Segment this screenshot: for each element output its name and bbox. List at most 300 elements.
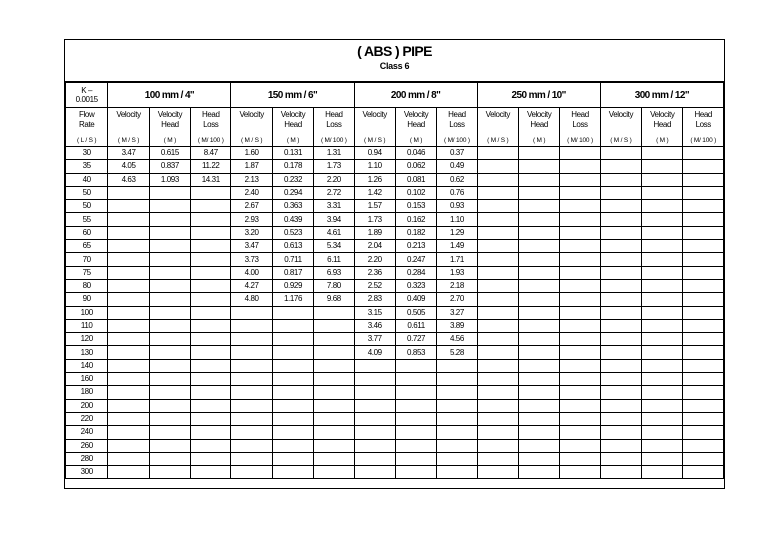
- value-cell: [314, 399, 354, 412]
- value-cell: [477, 426, 518, 439]
- value-cell: [600, 466, 641, 479]
- value-cell: [149, 333, 190, 346]
- value-cell: [191, 319, 231, 332]
- column-header: [560, 108, 600, 147]
- column-header-unit: ( M ): [163, 137, 177, 144]
- value-cell: [191, 386, 231, 399]
- value-cell: 2.72: [314, 186, 354, 199]
- flow-rate-cell: 65: [66, 240, 108, 253]
- value-cell: [314, 346, 354, 359]
- pipe-data-table: [65, 82, 724, 479]
- value-cell: [395, 359, 436, 372]
- value-cell: [600, 306, 641, 319]
- table-row: [66, 373, 724, 386]
- value-cell: [642, 147, 683, 160]
- flow-rate-cell: 200: [66, 399, 108, 412]
- value-cell: [314, 452, 354, 465]
- value-cell: [108, 200, 149, 213]
- value-cell: [149, 412, 190, 425]
- value-cell: [108, 333, 149, 346]
- value-cell: 0.615: [149, 147, 190, 160]
- value-cell: [272, 452, 313, 465]
- value-cell: [314, 359, 354, 372]
- value-cell: [560, 466, 600, 479]
- value-cell: [108, 399, 149, 412]
- table-row: [66, 147, 724, 160]
- column-header: [108, 108, 149, 147]
- value-cell: 0.613: [272, 240, 313, 253]
- value-cell: [354, 399, 395, 412]
- value-cell: [272, 306, 313, 319]
- value-cell: [191, 346, 231, 359]
- value-cell: [518, 200, 559, 213]
- column-header-label: Head Loss: [325, 110, 343, 129]
- value-cell: 1.176: [272, 293, 313, 306]
- value-cell: 0.37: [437, 147, 477, 160]
- column-header-unit: ( M/ 100 ): [444, 137, 470, 144]
- value-cell: [642, 186, 683, 199]
- value-cell: [518, 426, 559, 439]
- value-cell: 1.093: [149, 173, 190, 186]
- flow-rate-cell: 80: [66, 279, 108, 292]
- value-cell: [518, 319, 559, 332]
- value-cell: [477, 346, 518, 359]
- value-cell: [518, 226, 559, 239]
- column-header-label: Head Loss: [694, 110, 712, 129]
- value-cell: [600, 439, 641, 452]
- value-cell: 0.178: [272, 160, 313, 173]
- value-cell: [477, 293, 518, 306]
- value-cell: [149, 452, 190, 465]
- value-cell: [560, 240, 600, 253]
- value-cell: [231, 399, 272, 412]
- value-cell: [477, 213, 518, 226]
- flow-rate-cell: 50: [66, 200, 108, 213]
- value-cell: [518, 266, 559, 279]
- value-cell: [477, 466, 518, 479]
- value-cell: [477, 386, 518, 399]
- value-cell: 0.153: [395, 200, 436, 213]
- table-row: [66, 412, 724, 425]
- column-header-label: Velocity: [608, 110, 634, 119]
- flow-rate-header: [66, 108, 108, 147]
- value-cell: 2.20: [314, 173, 354, 186]
- value-cell: [477, 412, 518, 425]
- value-cell: [231, 306, 272, 319]
- value-cell: [477, 147, 518, 160]
- value-cell: [354, 412, 395, 425]
- value-cell: [149, 200, 190, 213]
- column-header-unit: ( M/ 100 ): [320, 137, 347, 144]
- value-cell: [683, 466, 724, 479]
- value-cell: 0.93: [437, 200, 477, 213]
- column-header: [395, 108, 436, 147]
- column-header: [149, 108, 190, 147]
- value-cell: [477, 279, 518, 292]
- value-cell: 6.11: [314, 253, 354, 266]
- value-cell: [560, 147, 600, 160]
- value-cell: 0.284: [395, 266, 436, 279]
- flow-rate-cell: 50: [66, 186, 108, 199]
- value-cell: [518, 346, 559, 359]
- value-cell: [231, 346, 272, 359]
- table-row: [66, 346, 724, 359]
- value-cell: [642, 426, 683, 439]
- value-cell: [600, 293, 641, 306]
- pipe-size-header: 100 mm / 4": [108, 83, 231, 108]
- value-cell: [477, 333, 518, 346]
- k-value-cell: K – 0.0015: [66, 83, 108, 108]
- value-cell: 0.611: [395, 319, 436, 332]
- table-row: [66, 293, 724, 306]
- value-cell: [642, 213, 683, 226]
- table-row: [66, 160, 724, 173]
- value-cell: [149, 266, 190, 279]
- value-cell: [231, 319, 272, 332]
- value-cell: [683, 160, 724, 173]
- value-cell: [518, 439, 559, 452]
- value-cell: [272, 359, 313, 372]
- value-cell: [642, 266, 683, 279]
- value-cell: [272, 373, 313, 386]
- value-cell: [560, 426, 600, 439]
- value-cell: [600, 319, 641, 332]
- value-cell: [642, 412, 683, 425]
- value-cell: [437, 439, 477, 452]
- flow-rate-cell: 260: [66, 439, 108, 452]
- value-cell: [560, 452, 600, 465]
- value-cell: [642, 359, 683, 372]
- value-cell: [600, 160, 641, 173]
- value-cell: [272, 319, 313, 332]
- column-header-unit: ( M ): [532, 137, 546, 144]
- value-cell: 0.081: [395, 173, 436, 186]
- value-cell: 9.68: [314, 293, 354, 306]
- column-header: [191, 108, 231, 147]
- value-cell: 4.00: [231, 266, 272, 279]
- value-cell: [600, 373, 641, 386]
- flow-rate-cell: 300: [66, 466, 108, 479]
- value-cell: [600, 186, 641, 199]
- value-cell: [560, 399, 600, 412]
- value-cell: [354, 439, 395, 452]
- value-cell: [560, 306, 600, 319]
- value-cell: [108, 293, 149, 306]
- value-cell: [191, 186, 231, 199]
- value-cell: 0.711: [272, 253, 313, 266]
- value-cell: [191, 200, 231, 213]
- value-cell: [560, 386, 600, 399]
- table-row: [66, 319, 724, 332]
- value-cell: [149, 306, 190, 319]
- value-cell: 2.20: [354, 253, 395, 266]
- value-cell: [108, 319, 149, 332]
- page-title: ( ABS ) PIPE: [357, 43, 432, 59]
- value-cell: [642, 346, 683, 359]
- value-cell: [560, 293, 600, 306]
- value-cell: [477, 439, 518, 452]
- value-cell: [600, 173, 641, 186]
- value-cell: [108, 253, 149, 266]
- value-cell: [191, 253, 231, 266]
- value-cell: 1.10: [354, 160, 395, 173]
- value-cell: [149, 466, 190, 479]
- value-cell: [477, 306, 518, 319]
- column-header-unit: ( M / S ): [610, 137, 632, 144]
- value-cell: [477, 253, 518, 266]
- value-cell: [560, 333, 600, 346]
- value-cell: 3.73: [231, 253, 272, 266]
- value-cell: [149, 279, 190, 292]
- pipe-size-header: 300 mm / 12": [600, 83, 723, 108]
- column-header: [683, 108, 724, 147]
- value-cell: [191, 399, 231, 412]
- value-cell: 3.20: [231, 226, 272, 239]
- column-header-unit: ( M / S ): [117, 137, 140, 144]
- value-cell: [642, 306, 683, 319]
- value-cell: [600, 412, 641, 425]
- value-cell: [518, 412, 559, 425]
- column-header-label: Velocity Head: [280, 110, 306, 129]
- value-cell: 0.94: [354, 147, 395, 160]
- value-cell: [437, 399, 477, 412]
- value-cell: [191, 279, 231, 292]
- flow-rate-cell: 30: [66, 147, 108, 160]
- value-cell: 7.80: [314, 279, 354, 292]
- value-cell: 0.247: [395, 253, 436, 266]
- value-cell: [600, 240, 641, 253]
- value-cell: [600, 200, 641, 213]
- value-cell: [642, 279, 683, 292]
- value-cell: [149, 240, 190, 253]
- value-cell: [683, 173, 724, 186]
- value-cell: 0.76: [437, 186, 477, 199]
- value-cell: 6.93: [314, 266, 354, 279]
- value-cell: [395, 466, 436, 479]
- value-cell: 3.89: [437, 319, 477, 332]
- value-cell: [642, 452, 683, 465]
- value-cell: [518, 399, 559, 412]
- value-cell: [477, 319, 518, 332]
- value-cell: 0.323: [395, 279, 436, 292]
- column-header: [314, 108, 354, 147]
- value-cell: [683, 346, 724, 359]
- value-cell: [314, 386, 354, 399]
- table-row: [66, 253, 724, 266]
- value-cell: [191, 293, 231, 306]
- value-cell: [108, 452, 149, 465]
- value-cell: [191, 359, 231, 372]
- value-cell: [477, 226, 518, 239]
- value-cell: [437, 466, 477, 479]
- value-cell: [314, 412, 354, 425]
- value-cell: [642, 293, 683, 306]
- value-cell: [149, 386, 190, 399]
- value-cell: [518, 240, 559, 253]
- value-cell: 1.73: [354, 213, 395, 226]
- value-cell: [518, 373, 559, 386]
- value-cell: [314, 466, 354, 479]
- column-header-unit: ( M ): [409, 137, 423, 144]
- value-cell: 0.505: [395, 306, 436, 319]
- value-cell: [108, 306, 149, 319]
- value-cell: [600, 452, 641, 465]
- column-header-label: Velocity Head: [526, 110, 552, 129]
- value-cell: [108, 386, 149, 399]
- flow-rate-cell: 60: [66, 226, 108, 239]
- value-cell: [600, 426, 641, 439]
- value-cell: [149, 186, 190, 199]
- value-cell: 0.49: [437, 160, 477, 173]
- value-cell: [560, 200, 600, 213]
- value-cell: [600, 359, 641, 372]
- value-cell: 3.15: [354, 306, 395, 319]
- value-cell: [272, 333, 313, 346]
- value-cell: [231, 359, 272, 372]
- value-cell: [518, 359, 559, 372]
- value-cell: [191, 213, 231, 226]
- value-cell: [231, 333, 272, 346]
- value-cell: [560, 160, 600, 173]
- value-cell: [108, 266, 149, 279]
- value-cell: [600, 266, 641, 279]
- value-cell: [518, 333, 559, 346]
- value-cell: [149, 253, 190, 266]
- column-header-unit: ( M / S ): [364, 137, 386, 144]
- value-cell: 1.93: [437, 266, 477, 279]
- value-cell: [560, 373, 600, 386]
- value-cell: [354, 359, 395, 372]
- value-cell: [642, 226, 683, 239]
- value-cell: [354, 386, 395, 399]
- flow-rate-cell: 75: [66, 266, 108, 279]
- value-cell: 4.56: [437, 333, 477, 346]
- value-cell: 0.363: [272, 200, 313, 213]
- value-cell: [600, 333, 641, 346]
- value-cell: [108, 226, 149, 239]
- column-header-label: Velocity Head: [403, 110, 429, 129]
- value-cell: [642, 399, 683, 412]
- column-header: [600, 108, 641, 147]
- value-cell: [642, 200, 683, 213]
- value-cell: [518, 173, 559, 186]
- column-header-unit: ( M/ 100 ): [690, 137, 717, 144]
- value-cell: [149, 359, 190, 372]
- flow-rate-cell: 180: [66, 386, 108, 399]
- value-cell: [191, 439, 231, 452]
- column-header-unit: ( M / S ): [487, 137, 509, 144]
- flow-rate-cell: 110: [66, 319, 108, 332]
- value-cell: [560, 346, 600, 359]
- value-cell: [560, 186, 600, 199]
- flow-rate-cell: 280: [66, 452, 108, 465]
- value-cell: [231, 466, 272, 479]
- value-cell: [108, 279, 149, 292]
- value-cell: [191, 412, 231, 425]
- value-cell: [149, 213, 190, 226]
- value-cell: [395, 439, 436, 452]
- value-cell: [191, 306, 231, 319]
- value-cell: [683, 452, 724, 465]
- value-cell: 0.853: [395, 346, 436, 359]
- value-cell: [477, 359, 518, 372]
- value-cell: 4.80: [231, 293, 272, 306]
- value-cell: [272, 466, 313, 479]
- value-cell: [231, 452, 272, 465]
- table-row: [66, 200, 724, 213]
- value-cell: [642, 439, 683, 452]
- value-cell: [560, 253, 600, 266]
- value-cell: 0.817: [272, 266, 313, 279]
- value-cell: [518, 147, 559, 160]
- value-cell: [191, 452, 231, 465]
- flow-rate-cell: 40: [66, 173, 108, 186]
- value-cell: [560, 359, 600, 372]
- value-cell: [272, 426, 313, 439]
- value-cell: [560, 439, 600, 452]
- value-cell: [600, 399, 641, 412]
- page-subtitle: Class 6: [379, 61, 410, 71]
- value-cell: [191, 240, 231, 253]
- value-cell: [683, 386, 724, 399]
- column-header: [272, 108, 313, 147]
- value-cell: [231, 439, 272, 452]
- flow-rate-cell: 35: [66, 160, 108, 173]
- value-cell: [108, 439, 149, 452]
- table-row: [66, 186, 724, 199]
- value-cell: [518, 253, 559, 266]
- value-cell: [437, 452, 477, 465]
- value-cell: [683, 147, 724, 160]
- value-cell: [354, 373, 395, 386]
- table-row: [66, 306, 724, 319]
- value-cell: [683, 333, 724, 346]
- value-cell: [683, 412, 724, 425]
- value-cell: [518, 293, 559, 306]
- flow-rate-cell: 70: [66, 253, 108, 266]
- value-cell: [518, 160, 559, 173]
- value-cell: 0.62: [437, 173, 477, 186]
- value-cell: [314, 426, 354, 439]
- table-row: [66, 173, 724, 186]
- table-row: [66, 466, 724, 479]
- value-cell: 1.31: [314, 147, 354, 160]
- value-cell: [560, 226, 600, 239]
- value-cell: 2.93: [231, 213, 272, 226]
- value-cell: [683, 279, 724, 292]
- value-cell: [149, 226, 190, 239]
- value-cell: [560, 213, 600, 226]
- value-cell: [477, 173, 518, 186]
- value-cell: [683, 226, 724, 239]
- value-cell: 3.31: [314, 200, 354, 213]
- column-header-label: Velocity: [116, 110, 141, 119]
- value-cell: [108, 412, 149, 425]
- column-header: [477, 108, 518, 147]
- value-cell: [314, 306, 354, 319]
- value-cell: [683, 306, 724, 319]
- value-cell: 1.60: [231, 147, 272, 160]
- value-cell: 2.18: [437, 279, 477, 292]
- value-cell: [683, 359, 724, 372]
- value-cell: 2.67: [231, 200, 272, 213]
- column-header: [437, 108, 477, 147]
- value-cell: [683, 439, 724, 452]
- table-row: [66, 426, 724, 439]
- value-cell: [518, 306, 559, 319]
- value-cell: [642, 253, 683, 266]
- table-row: [66, 240, 724, 253]
